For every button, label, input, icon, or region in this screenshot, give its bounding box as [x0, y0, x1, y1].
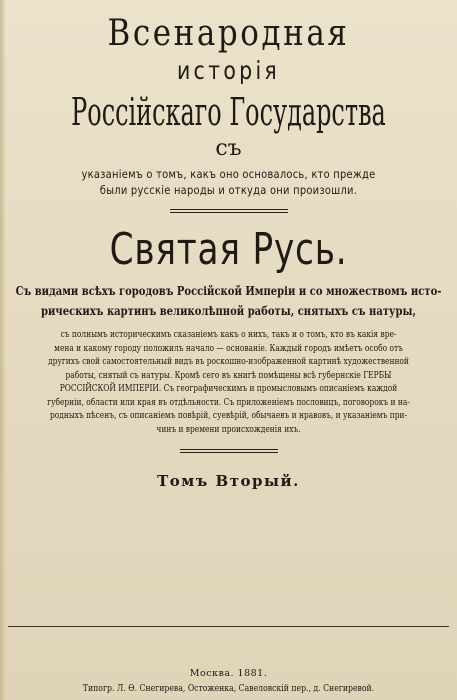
footer-city-year: Москва. 1881. [189, 668, 268, 679]
paragraph-line: другихъ свой самостоятельный видъ въ роскошно-изображенной картинѣ художественной [48, 357, 409, 367]
subtitle-line-1: указаніемъ о томъ, какъ оно основалось, кто прежде [81, 167, 376, 181]
paragraph-line: родныхъ пѣсенъ, съ описаніемъ повѣрій, суевѣрій, обычаевъ и нравовъ, и указаніемъ при- [49, 411, 407, 421]
title-line-1: Всенародная [107, 13, 350, 54]
description-line-1: Съ видами всѣхъ городовъ Россійской Имперіи и со множествомъ исто- [15, 283, 442, 298]
description-line-2: рическихъ картинъ великолѣпной работы, снятыхъ съ натуры, [41, 303, 416, 318]
footer-printer: Типогр. Л. Ѳ. Снегирева, Остоженка, Савеловскій пер., д. Снегиревой. [82, 684, 375, 694]
paragraph-line: мена и какому городу положилъ начало — основаніе. Каждый городъ имѣетъ особо отъ [54, 343, 403, 354]
page-edge-shadow [0, 0, 6, 700]
paragraph-line: съ полнымъ историческимъ сказаніемъ какъ о нихъ, такъ и о томъ, кто въ какія вре- [60, 330, 397, 340]
title-line-3: Россійскаго Государства [71, 90, 386, 134]
footer-divider [8, 626, 449, 627]
volume-label: Томъ Вторый. [157, 472, 300, 490]
paragraph-line: губерніи, области или края въ отдѣльности. Съ приложеніемъ пословицъ, поговорокъ и на- [47, 397, 410, 408]
divider-rule-top [170, 209, 288, 213]
title-line-4: съ [215, 136, 242, 161]
description-paragraph [12, 329, 444, 437]
main-title: Святая Русь. [109, 224, 348, 275]
subtitle-line-2: были русскіе народы и откуда они произошли. [99, 183, 358, 197]
paragraph-line: работы, снятый съ натуры. Кромѣ сего въ книгѣ помѣщены всѣ губернскіе ГЕРБЫ [65, 370, 392, 381]
paragraph-line: РОССІЙСКОЙ ИМПЕРІИ. Съ географическимъ и промысловымъ описаніемъ каждой [59, 384, 398, 394]
title-line-2: исторія [176, 56, 281, 85]
divider-rule-bottom [180, 449, 278, 453]
paragraph-line: чинъ и времени происхожденія ихъ. [156, 424, 301, 435]
